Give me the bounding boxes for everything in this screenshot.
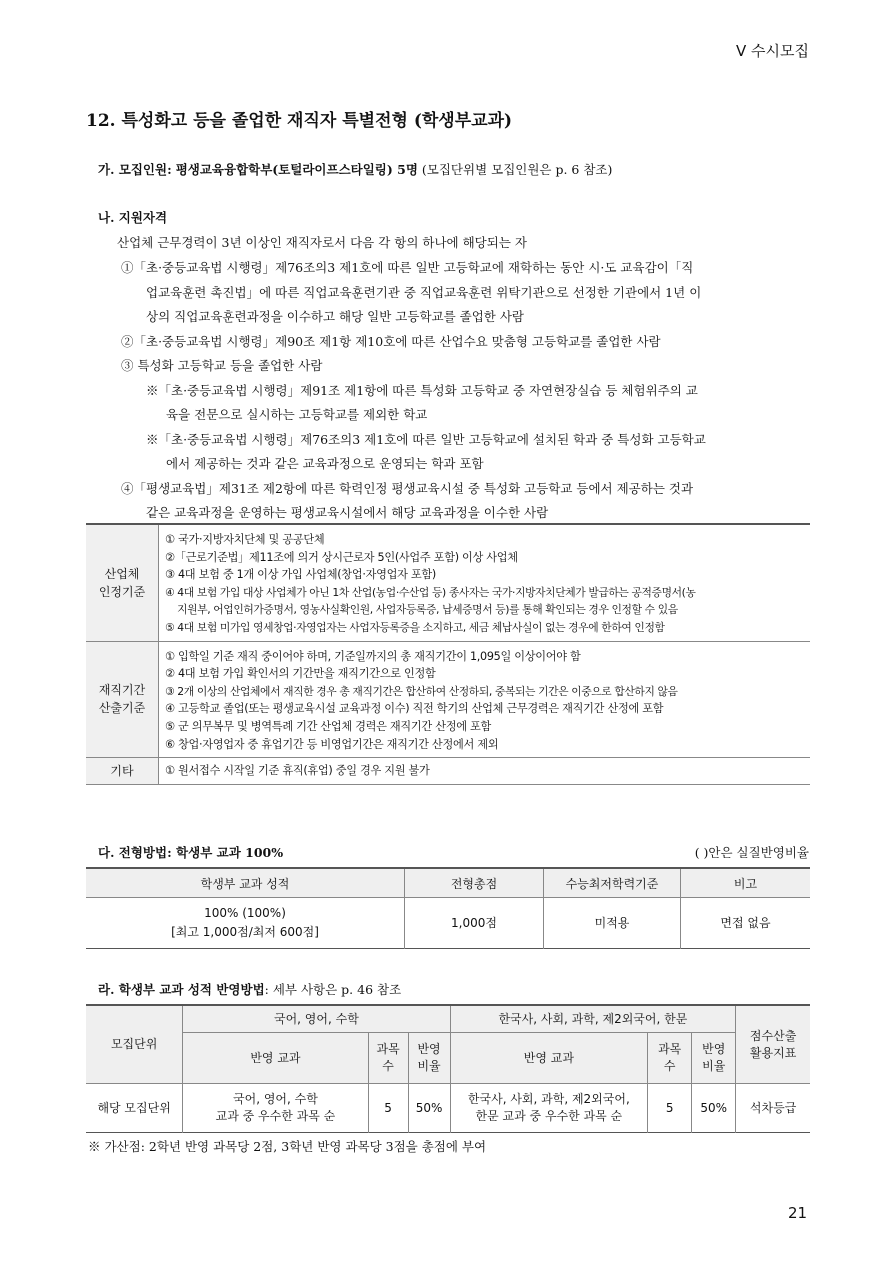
reflection-heading: 라. 학생부 교과 성적 반영방법: 세부 사항은 p. 46 참조 [98,982,402,997]
reflection-g2-subjects: 한국사, 사회, 과학, 제2외국어, 한문 교과 중 우수한 과목 순 [450,1084,648,1133]
criteria-item: ⑤ 군 의무복무 및 병역특례 기간 산업체 경력은 재직기간 산정에 포함 [165,719,491,733]
method-minimum: 미적용 [544,898,681,949]
criteria-item: 지원부, 어업인허가증명서, 영농사실확인원, 사업자등록증, 납세증명서 등)를 통해 확인되는 경우 인정할 수 있음 [165,603,678,617]
criteria-label: 재직기간 산출기준 [86,641,159,758]
method-heading: 다. 전형방법: 학생부 교과 100% [98,845,284,860]
page-title: 12. 특성화고 등을 졸업한 재직자 특별전형 (학생부교과) [86,111,513,131]
reflection-unit: 해당 모집단위 [86,1084,183,1133]
method-score: 100% (100%) [최고 1,000점/최저 600점] [171,906,319,939]
reflection-header-count: 과목 수 [648,1033,692,1084]
qualification-intro: 산업체 근무경력이 3년 이상인 재직자로서 다음 각 항의 하나에 해당되는 자 [117,235,527,250]
reflection-g2-count: 5 [648,1084,692,1133]
criteria-item: ③ 4대 보험 중 1개 이상 가입 사업체(창업·자영업자 포함) [165,568,436,582]
criteria-content [159,641,811,758]
reflection-header-ratio: 반영 비율 [408,1033,450,1084]
criteria-item: ② 4대 보험 가입 확인서의 기간만을 재직기간으로 인정함 [165,667,436,681]
criteria-item: ⑤ 4대 보험 미가입 영세창업·자영업자는 사업자등록증을 소지하고, 세금 체납사실이 없는 경우에 한하여 인정함 [165,620,665,634]
criteria-item: ① 입학일 기준 재직 중이어야 하며, 기준일까지의 총 재직기간이 1,095일 이상이어야 함 [165,649,581,663]
method-row [86,898,810,949]
qualification-note: 에서 제공하는 것과 같은 교육과정으로 운영되는 학과 포함 [166,456,484,471]
criteria-item: ⑥ 창업·자영업자 중 휴업기간 등 비영업기간은 재직기간 산정에서 제외 [165,737,499,751]
method-total: 1,000점 [405,898,544,949]
criteria-item: ④ 4대 보험 가입 대상 사업체가 아닌 1차 산업(농업·수산업 등) 종사자는 국가·지방자치단체가 발급하는 공적증명서(농 [165,585,696,599]
reflection-index: 석차등급 [736,1084,810,1133]
section-header: Ⅴ 수시모집 [736,42,809,60]
qualification-line: ②「초·중등교육법 시행령」제90조 제1항 제10호에 따른 산업수요 맞춤형 고등학교를 졸업한 사람 [121,334,661,349]
recruit-line [98,160,612,178]
reflection-header-index: 점수산출 활용지표 [736,1005,810,1084]
method-header: 비고 [681,868,811,898]
reflection-footnote: ※ 가산점: 2학년 반영 과목당 2점, 3학년 반영 과목당 3점을 총점에 부여 [88,1139,487,1154]
recruit-value: 평생교육융합학부(토털라이프스타일링) 5명 [175,162,418,177]
reflection-header-subjects: 반영 교과 [450,1033,648,1084]
method-header: 수능최저학력기준 [544,868,681,898]
qualification-line: 상의 직업교육훈련과정을 이수하고 해당 일반 고등학교를 졸업한 사람 [146,309,524,324]
reflection-subheader-row [86,1033,810,1084]
method-header: 학생부 교과 성적 [86,868,405,898]
qualification-line: ④「평생교육법」제31조 제2항에 따른 학력인정 평생교육시설 중 특성화 고등학교 등에서 제공하는 것과 [121,481,694,496]
reflection-header-ratio: 반영 비율 [692,1033,736,1084]
criteria-item: ④ 고등학교 졸업(또는 평생교육시설 교육과정 이수) 직전 학기의 산업체 근무경력은 재직기간 산정에 포함 [165,702,664,716]
criteria-label: 기타 [86,758,159,785]
criteria-table [86,523,810,785]
criteria-item: ① 원서접수 시작일 기준 휴직(휴업) 중일 경우 지원 불가 [165,764,430,778]
criteria-content [159,758,811,785]
reflection-header-unit: 모집단위 [86,1005,183,1084]
qualification-note: ※「초·중등교육법 시행령」제76조의3 제1호에 따른 일반 고등학교에 설치된 학과 중 특성화 고등학교 [146,432,706,447]
qualification-note: 육을 전문으로 실시하는 고등학교를 제외한 학교 [166,407,428,422]
criteria-row-period [86,641,810,758]
reflection-header-subjects: 반영 교과 [183,1033,368,1084]
reflection-g1-count: 5 [368,1084,408,1133]
recruit-label: 가. 모집인원: [98,162,172,177]
reflection-header-group1: 국어, 영어, 수학 [183,1005,450,1033]
reflection-g2-ratio: 50% [692,1084,736,1133]
criteria-item: ① 국가·지방자치단체 및 공공단체 [165,533,325,546]
criteria-item: ③ 2개 이상의 산업체에서 재직한 경우 총 재직기간은 합산하여 산정하되, 중복되는 기간은 이중으로 합산하지 않음 [165,684,678,698]
method-remark: 면접 없음 [681,898,811,949]
reflection-header-count: 과목 수 [368,1033,408,1084]
qualification-heading: 나. 지원자격 [98,210,168,225]
reflection-table [86,1004,810,1133]
qualification-line: ③ 특성화 고등학교 등을 졸업한 사람 [121,358,323,373]
recruit-note: (모집단위별 모집인원은 p. 6 참조) [421,162,613,177]
method-table [86,867,810,949]
method-header-row [86,868,810,898]
qualification-line: 같은 교육과정을 운영하는 평생교육시설에서 해당 교육과정을 이수한 사람 [146,505,549,520]
criteria-row-etc [86,758,810,785]
method-note: ( )안은 실질반영비율 [694,845,809,860]
criteria-row-industry [86,524,810,641]
reflection-row [86,1084,810,1133]
reflection-g1-ratio: 50% [408,1084,450,1133]
qualification-line: 업교육훈련 촉진법」에 따른 직업교육훈련기관 중 직업교육훈련 위탁기관으로 선정한 기관에서 1년 이 [146,285,702,300]
reflection-header-group2: 한국사, 사회, 과학, 제2외국어, 한문 [450,1005,736,1033]
criteria-item: ②「근로기준법」제11조에 의거 상시근로자 5인(사업주 포함) 이상 사업체 [165,550,518,564]
qualification-note: ※「초·중등교육법 시행령」제91조 제1항에 따른 특성화 고등학교 중 자연현장실습 등 체험위주의 교 [146,383,698,398]
criteria-label: 산업체 인정기준 [86,524,159,641]
criteria-content [159,524,811,641]
reflection-header-row [86,1005,810,1033]
page-number: 21 [788,1204,808,1222]
reflection-g1-subjects: 국어, 영어, 수학 교과 중 우수한 과목 순 [183,1084,368,1133]
qualification-line: ①「초·중등교육법 시행령」제76조의3 제1호에 따른 일반 고등학교에 재학하는 동안 시·도 교육감이「직 [121,260,694,275]
method-header: 전형총점 [405,868,544,898]
